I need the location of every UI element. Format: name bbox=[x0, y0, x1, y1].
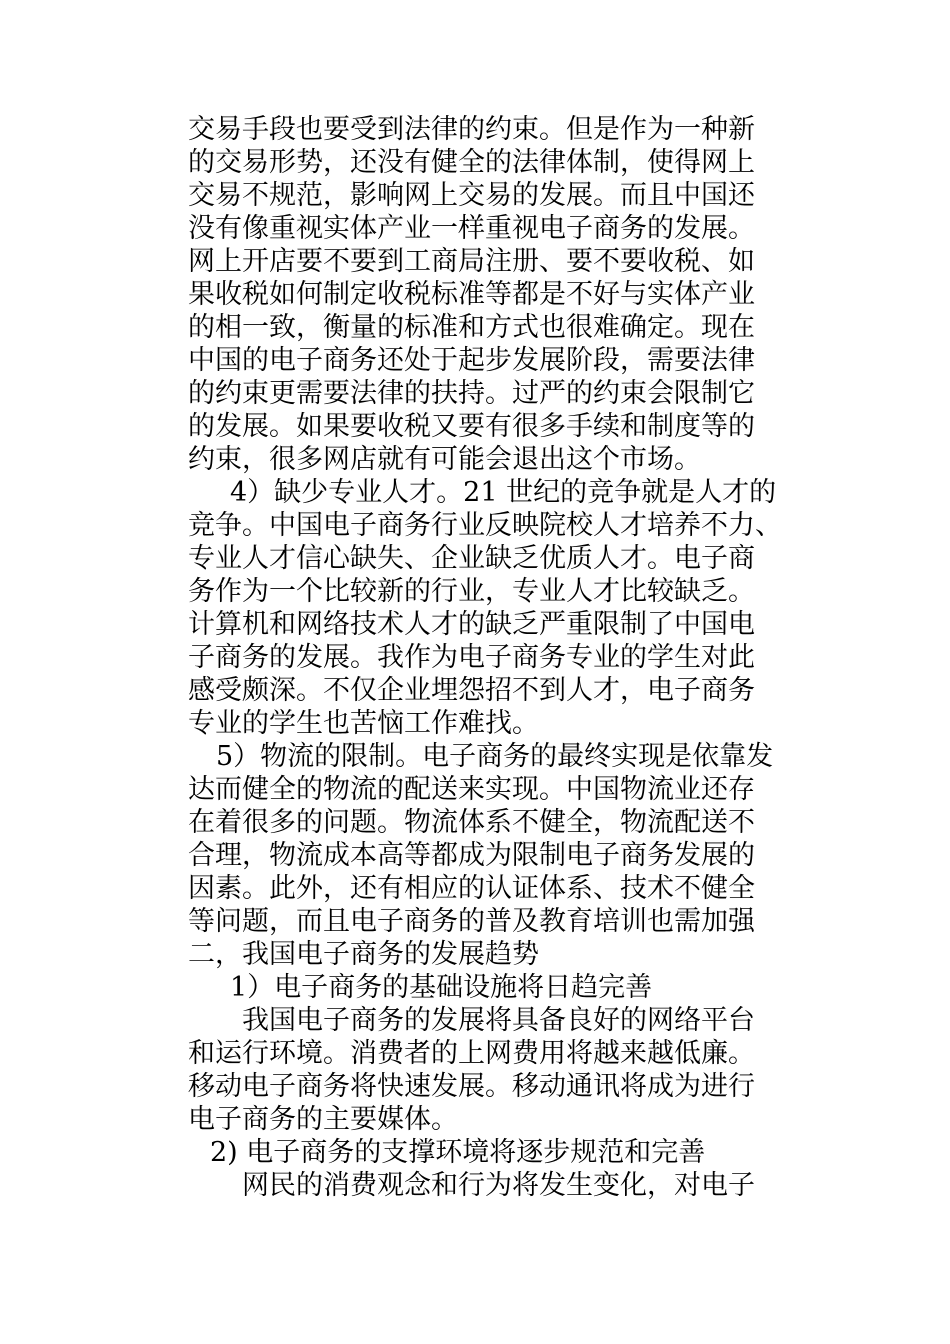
text-line: 等问题，而且电子商务的普及教育培训也需加强 bbox=[188, 906, 755, 937]
text-line: 的约束更需要法律的扶持。过严的约束会限制它 bbox=[188, 378, 755, 409]
text-line: 的相一致，衡量的标准和方式也很难确定。现在 bbox=[188, 312, 755, 343]
text-line: 的交易形势，还没有健全的法律体制，使得网上 bbox=[188, 147, 755, 178]
text-line: 网民的消费观念和行为将发生变化，对电子 bbox=[242, 1170, 755, 1201]
text-line: 和运行环境。消费者的上网费用将越来越低廉。 bbox=[188, 1038, 755, 1069]
text-line: 网上开店要不要到工商局注册、要不要收税、如 bbox=[188, 246, 755, 277]
text-line: 专业的学生也苦恼工作难找。 bbox=[188, 708, 539, 739]
list-item-heading: 4）缺少专业人才。21 世纪的竞争就是人才的 bbox=[230, 477, 777, 508]
text-line: 电子商务的主要媒体。 bbox=[188, 1104, 458, 1135]
text-line: 移动电子商务将快速发展。移动通讯将成为进行 bbox=[188, 1071, 755, 1102]
text-line: 务作为一个比较新的行业，专业人才比较缺乏。 bbox=[188, 576, 755, 607]
text-line: 合理，物流成本高等都成为限制电子商务发展的 bbox=[188, 840, 755, 871]
subsection-heading: 1）电子商务的基础设施将日趋完善 bbox=[230, 972, 653, 1003]
subsection-heading: 2) 电子商务的支撑环境将逐步规范和完善 bbox=[210, 1137, 706, 1168]
text-line: 感受颇深。不仅企业埋怨招不到人才，电子商务 bbox=[188, 675, 755, 706]
text-line: 竞争。中国电子商务行业反映院校人才培养不力、 bbox=[188, 510, 782, 541]
text-line: 中国的电子商务还处于起步发展阶段，需要法律 bbox=[188, 345, 755, 376]
text-line: 计算机和网络技术人才的缺乏严重限制了中国电 bbox=[188, 609, 755, 640]
text-line: 因素。此外，还有相应的认证体系、技术不健全 bbox=[188, 873, 755, 904]
section-heading: 二，我国电子商务的发展趋势 bbox=[188, 939, 539, 970]
text-line: 没有像重视实体产业一样重视电子商务的发展。 bbox=[188, 213, 755, 244]
body-text bbox=[188, 113, 848, 1202]
text-line: 约束，很多网店就有可能会退出这个市场。 bbox=[188, 444, 701, 475]
text-line: 交易手段也要受到法律的约束。但是作为一种新 bbox=[188, 114, 755, 145]
text-line: 我国电子商务的发展将具备良好的网络平台 bbox=[242, 1005, 755, 1036]
text-line: 果收税如何制定收税标准等都是不好与实体产业 bbox=[188, 279, 755, 310]
text-line: 在着很多的问题。物流体系不健全，物流配送不 bbox=[188, 807, 755, 838]
text-line: 专业人才信心缺失、企业缺乏优质人才。电子商 bbox=[188, 543, 755, 574]
text-line: 的发展。如果要收税又要有很多手续和制度等的 bbox=[188, 411, 755, 442]
text-line: 达而健全的物流的配送来实现。中国物流业还存 bbox=[188, 774, 755, 805]
list-item-heading: 5）物流的限制。电子商务的最终实现是依靠发 bbox=[216, 741, 774, 772]
text-line: 交易不规范，影响网上交易的发展。而且中国还 bbox=[188, 180, 755, 211]
text-line: 子商务的发展。我作为电子商务专业的学生对此 bbox=[188, 642, 755, 673]
